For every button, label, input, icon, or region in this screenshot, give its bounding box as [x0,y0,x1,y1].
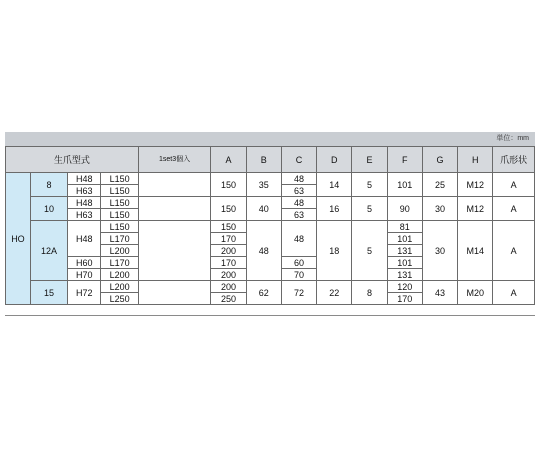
height-cell: H70 [68,269,101,281]
length-cell: L170 [101,233,138,245]
cell-g: 30 [422,197,457,221]
table-row [6,173,535,185]
cell-h: M12 [458,197,493,221]
cell-g: 30 [422,221,457,281]
set-cell [138,221,211,281]
cell-f: 170 [387,293,422,305]
length-cell: L250 [101,293,138,305]
cell-b: 62 [246,281,281,305]
cell-b: 35 [246,173,281,197]
cell-f: 131 [387,245,422,257]
size-cell: 12A [30,221,67,281]
cell-shape: A [493,281,535,305]
header-col-shape: 爪形状 [493,147,535,173]
cell-e: 8 [352,281,387,305]
cell-c: 60 [281,257,316,269]
header-col-g: G [422,147,457,173]
cell-c: 72 [281,281,316,305]
set-cell [138,173,211,197]
bottom-divider [5,315,535,318]
height-cell: H63 [68,209,101,221]
cell-d: 22 [317,281,352,305]
cell-f: 81 [387,221,422,233]
size-cell: 10 [30,197,67,221]
length-cell: L150 [101,173,138,185]
header-set: 1set3個入 [138,147,211,173]
length-cell: L200 [101,245,138,257]
table-row [6,197,535,209]
cell-c: 48 [281,221,316,257]
cell-h: M14 [458,221,493,281]
cell-a: 170 [211,257,246,269]
cell-f: 101 [387,257,422,269]
cell-a: 150 [211,173,246,197]
cell-c: 63 [281,185,316,197]
set-cell [138,281,211,305]
cell-c: 63 [281,209,316,221]
length-cell: L170 [101,257,138,269]
cell-e: 5 [352,221,387,281]
set-cell [138,197,211,221]
cell-f: 101 [387,173,422,197]
cell-c: 48 [281,173,316,185]
size-cell: 8 [30,173,67,197]
cell-d: 18 [317,221,352,281]
cell-f: 131 [387,269,422,281]
cell-shape: A [493,173,535,197]
cell-a: 200 [211,269,246,281]
cell-g: 43 [422,281,457,305]
header-model: 生爪型式 [6,147,139,173]
series-cell: HO [6,173,31,305]
cell-b: 40 [246,197,281,221]
cell-d: 16 [317,197,352,221]
unit-note: 単位：mm [496,135,529,142]
cell-a: 250 [211,293,246,305]
cell-d: 14 [317,173,352,197]
header-col-h: H [458,147,493,173]
cell-g: 25 [422,173,457,197]
cell-f: 101 [387,233,422,245]
header-col-d: D [317,147,352,173]
length-cell: L200 [101,269,138,281]
header-col-e: E [352,147,387,173]
cell-a: 200 [211,281,246,293]
header-col-c: C [281,147,316,173]
cell-a: 200 [211,245,246,257]
height-cell: H48 [68,197,101,209]
cell-a: 150 [211,197,246,221]
cell-c: 48 [281,197,316,209]
height-cell: H48 [68,173,101,185]
length-cell: L150 [101,197,138,209]
cell-h: M20 [458,281,493,305]
cell-shape: A [493,197,535,221]
height-cell: H60 [68,257,101,269]
cell-f: 90 [387,197,422,221]
header-col-a: A [211,147,246,173]
height-cell: H63 [68,185,101,197]
cell-f: 120 [387,281,422,293]
cell-c: 70 [281,269,316,281]
length-cell: L150 [101,209,138,221]
cell-a: 170 [211,233,246,245]
height-cell: H48 [68,221,101,257]
length-cell: L200 [101,281,138,293]
unit-bar [5,132,535,147]
cell-e: 5 [352,197,387,221]
cell-shape: A [493,221,535,281]
cell-b: 48 [246,221,281,281]
header-col-f: F [387,147,422,173]
header-row [6,147,535,173]
length-cell: L150 [101,221,138,233]
cell-h: M12 [458,173,493,197]
size-cell: 15 [30,281,67,305]
cell-a: 150 [211,221,246,233]
cell-e: 5 [352,173,387,197]
length-cell: L150 [101,185,138,197]
table-row [6,221,535,233]
spec-table [5,146,535,305]
header-col-b: B [246,147,281,173]
height-cell: H72 [68,281,101,305]
table-row [6,281,535,293]
